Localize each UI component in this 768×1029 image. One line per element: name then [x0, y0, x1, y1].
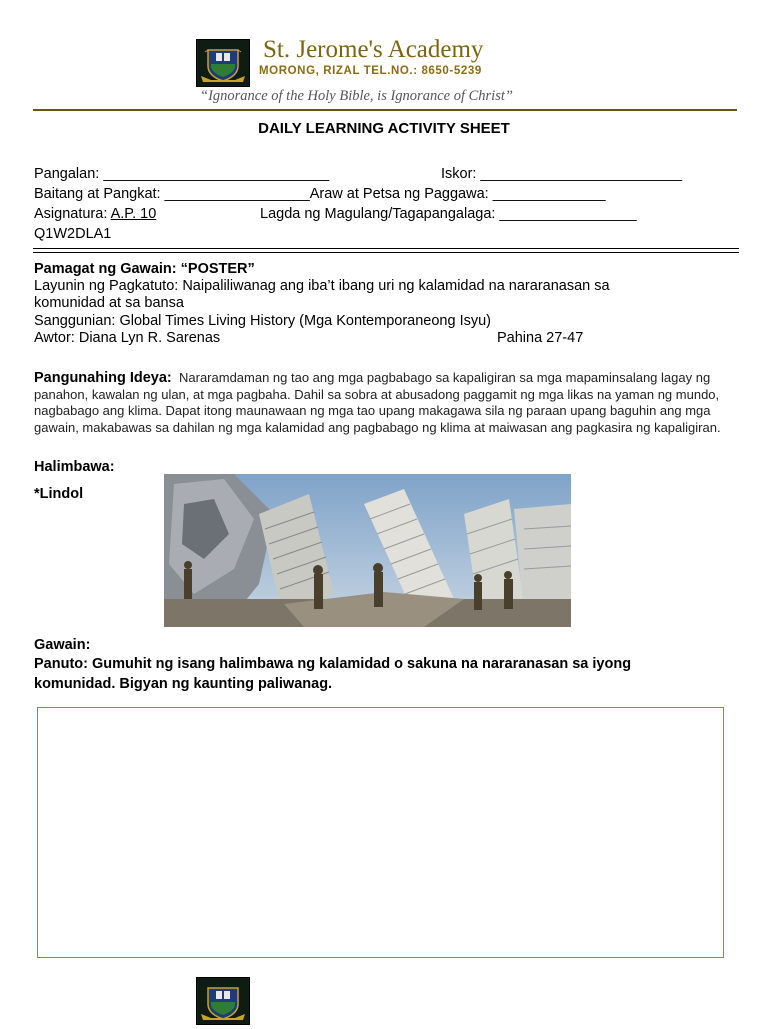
pamagat-label: Pamagat ng Gawain:: [34, 261, 181, 277]
gawain-label: Gawain:: [34, 637, 91, 653]
double-rule-bottom: [33, 252, 739, 253]
activity-code: Q1W2DLA1: [34, 226, 112, 242]
double-rule-top: [33, 248, 739, 249]
layunin-line-2: komunidad at sa bansa: [34, 295, 184, 311]
pahina-line: Pahina 27-47: [497, 330, 584, 346]
asignatura-field: [34, 206, 156, 222]
pangunahing-ideya-paragraph: [34, 370, 734, 436]
panuto-line-1: Panuto: Gumuhit ng isang halimbawa ng kalamidad o sakuna na nararanasan sa iyong: [34, 656, 632, 672]
school-logo: [196, 39, 250, 87]
drawing-area[interactable]: [37, 707, 724, 958]
halimbawa-label: Halimbawa:: [34, 459, 115, 475]
footer-logo: [196, 977, 250, 1025]
pamagat-value: “POSTER”: [180, 261, 255, 277]
asignatura-label: Asignatura:: [34, 206, 111, 222]
document-title: DAILY LEARNING ACTIVITY SHEET: [258, 120, 510, 137]
pangalan-field: Pangalan: ____________________________: [34, 166, 330, 182]
asignatura-value: A.P. 10: [110, 206, 157, 222]
layunin-line-1: Layunin ng Pagkatuto: Naipaliliwanag ang iba’t ibang uri ng kalamidad na nararanasan sa: [34, 278, 610, 294]
sanggunian-line: Sanggunian: Global Times Living History (Mga Kontemporaneong Isyu): [34, 313, 491, 329]
halimbawa-item: *Lindol: [34, 486, 84, 502]
school-name: St. Jerome's Academy: [263, 36, 484, 63]
earthquake-photo: [164, 474, 571, 627]
iskor-field: Iskor: _________________________: [441, 166, 683, 182]
panuto-line-2: komunidad. Bigyan ng kaunting paliwanag.: [34, 676, 333, 692]
ideya-body: Nararamdaman ng tao ang mga pagbabago sa kapaligiran sa mga mapaminsalang lagay ng panahon, kawalan ng ulan, at mga pagbaha. Dahil sa sobra at abusadong paggamit ng mga likas na yaman ng mundo, nagbabago ang klima. Dapat itong maunawaan ng mga tao upang makagawa sila ng paraan upang baguhin ang mga gawain, makabawas sa dahilan ng mga kalamidad ang pagbabago ng klima at maiwasan ang pagkasira ng kapaligiran.: [34, 370, 721, 435]
awtor-line: Awtor: Diana Lyn R. Sarenas: [34, 330, 221, 346]
header-divider: [33, 109, 737, 111]
school-motto: “Ignorance of the Holy Bible, is Ignorance of Christ”: [200, 88, 513, 104]
school-address: MORONG, RIZAL TEL.NO.: 8650-5239: [259, 65, 482, 77]
pamagat-line: [34, 261, 255, 277]
ideya-label: Pangunahing Ideya:: [34, 370, 172, 386]
lagda-field: Lagda ng Magulang/Tagapangalaga: _________________: [260, 206, 637, 222]
baitang-petsa-field: Baitang at Pangkat: __________________Araw at Petsa ng Paggawa: ______________: [34, 186, 606, 202]
